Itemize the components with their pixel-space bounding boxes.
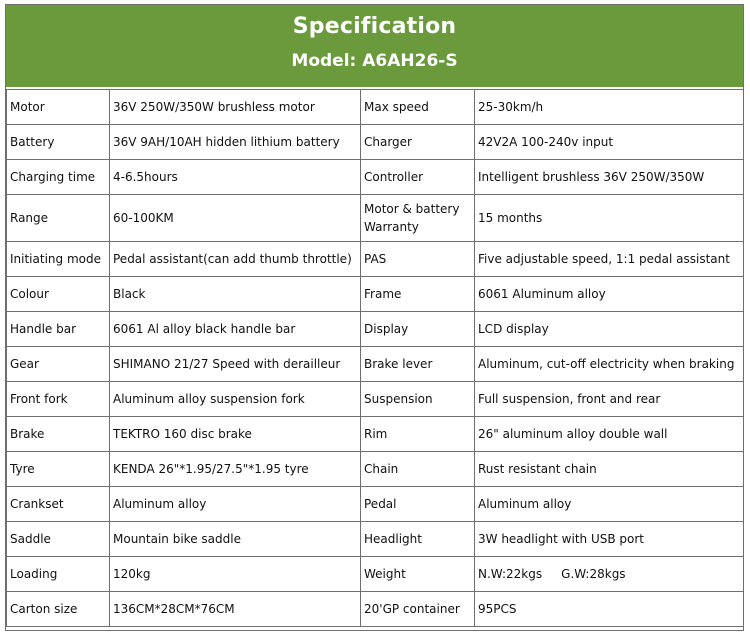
table-row <box>7 160 744 195</box>
spec-label: Charger <box>361 125 475 160</box>
spec-value: 120kg <box>110 557 361 592</box>
spec-label: Battery <box>7 125 110 160</box>
spec-value: Aluminum, cut-off electricity when braking <box>475 347 744 382</box>
table-row <box>7 452 744 487</box>
table-row <box>7 195 744 242</box>
spec-value: 3W headlight with USB port <box>475 522 744 557</box>
table-row <box>7 312 744 347</box>
spec-value: 25-30km/h <box>475 90 744 125</box>
spec-value: 15 months <box>475 195 744 242</box>
table-row <box>7 592 744 627</box>
spec-value: SHIMANO 21/27 Speed with derailleur <box>110 347 361 382</box>
spec-value: LCD display <box>475 312 744 347</box>
spec-value: Intelligent brushless 36V 250W/350W <box>475 160 744 195</box>
spec-value: Aluminum alloy suspension fork <box>110 382 361 417</box>
spec-value: 26" aluminum alloy double wall <box>475 417 744 452</box>
spec-value: 36V 250W/350W brushless motor <box>110 90 361 125</box>
spec-value: Five adjustable speed, 1:1 pedal assistant <box>475 242 744 277</box>
spec-value: Black <box>110 277 361 312</box>
spec-label: Tyre <box>7 452 110 487</box>
spec-label: Motor & battery Warranty <box>361 195 475 242</box>
spec-label: Controller <box>361 160 475 195</box>
table-row <box>7 417 744 452</box>
spec-label: Pedal <box>361 487 475 522</box>
spec-header <box>6 5 743 87</box>
spec-label: Frame <box>361 277 475 312</box>
spec-label: Loading <box>7 557 110 592</box>
spec-label: Display <box>361 312 475 347</box>
spec-label: Colour <box>7 277 110 312</box>
spec-label: Suspension <box>361 382 475 417</box>
spec-value: Aluminum alloy <box>475 487 744 522</box>
spec-label: Rim <box>361 417 475 452</box>
spec-value: Rust resistant chain <box>475 452 744 487</box>
spec-label: Crankset <box>7 487 110 522</box>
table-row <box>7 557 744 592</box>
spec-value: N.W:22kgs G.W:28kgs <box>475 557 744 592</box>
spec-value: Full suspension, front and rear <box>475 382 744 417</box>
spec-value: TEKTRO 160 disc brake <box>110 417 361 452</box>
table-row <box>7 125 744 160</box>
spec-label: Charging time <box>7 160 110 195</box>
table-row <box>7 382 744 417</box>
spec-value: Pedal assistant(can add thumb throttle) <box>110 242 361 277</box>
spec-value: 36V 9AH/10AH hidden lithium battery <box>110 125 361 160</box>
spec-label: Handle bar <box>7 312 110 347</box>
table-row <box>7 90 744 125</box>
spec-label: Max speed <box>361 90 475 125</box>
spec-value: 4-6.5hours <box>110 160 361 195</box>
spec-label: Front fork <box>7 382 110 417</box>
spec-label: Brake lever <box>361 347 475 382</box>
table-row <box>7 487 744 522</box>
spec-title: Specification <box>292 14 457 39</box>
specification-sheet <box>5 4 744 631</box>
spec-label: Gear <box>7 347 110 382</box>
spec-label: Saddle <box>7 522 110 557</box>
spec-value: 6061 Al alloy black handle bar <box>110 312 361 347</box>
spec-label: Weight <box>361 557 475 592</box>
spec-value: KENDA 26"*1.95/27.5"*1.95 tyre <box>110 452 361 487</box>
spec-value: Mountain bike saddle <box>110 522 361 557</box>
model-number: Model: A6AH26-S <box>291 51 458 71</box>
spec-value: 95PCS <box>475 592 744 627</box>
spec-label: Range <box>7 195 110 242</box>
spec-value: 42V2A 100-240v input <box>475 125 744 160</box>
spec-label: PAS <box>361 242 475 277</box>
spec-value: Aluminum alloy <box>110 487 361 522</box>
spec-value: 60-100KM <box>110 195 361 242</box>
spec-label: 20'GP container <box>361 592 475 627</box>
spec-value: 6061 Aluminum alloy <box>475 277 744 312</box>
table-row <box>7 277 744 312</box>
spec-label: Headlight <box>361 522 475 557</box>
spec-table <box>6 89 744 627</box>
spec-label: Chain <box>361 452 475 487</box>
table-row <box>7 242 744 277</box>
spec-label: Initiating mode <box>7 242 110 277</box>
table-row <box>7 522 744 557</box>
spec-label: Motor <box>7 90 110 125</box>
spec-label: Carton size <box>7 592 110 627</box>
table-row <box>7 347 744 382</box>
spec-label: Brake <box>7 417 110 452</box>
spec-value: 136CM*28CM*76CM <box>110 592 361 627</box>
